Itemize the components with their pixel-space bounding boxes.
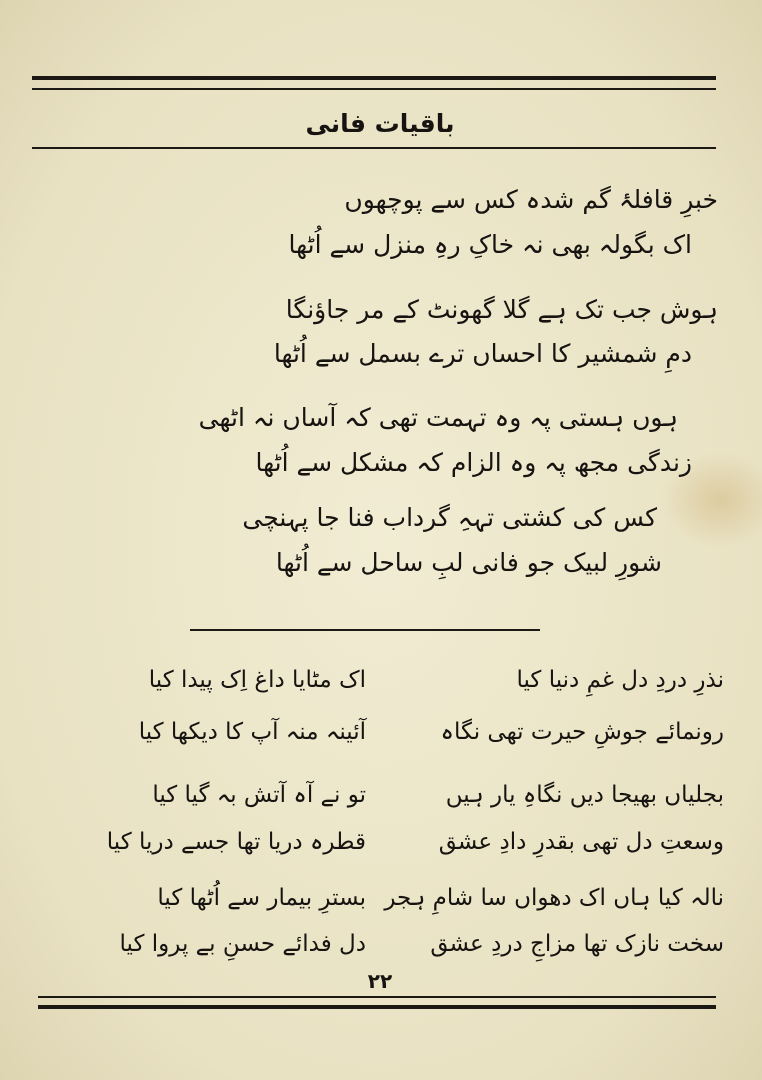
- section-divider: [190, 629, 540, 631]
- couplet-right-line: نالہ کیا ہاں اک دھواں سا شامِ ہجر: [384, 885, 724, 911]
- ghazal-line: شورِ لبیک جو فانی لبِ ساحل سے اُٹھا: [275, 548, 662, 577]
- couplet-left-line: تو نے آہ آتش بہ گیا کیا: [152, 782, 366, 808]
- couplet-right-line: بجلیاں بھیجا دیں نگاہِ یار ہیں: [445, 782, 724, 808]
- couplet-left-line: آئینہ منہ آپ کا دیکھا کیا: [138, 719, 366, 745]
- couplet-right-line: سخت نازک تھا مزاجِ دردِ عشق: [430, 931, 724, 957]
- couplet-right-line: وسعتِ دل تھی بقدرِ دادِ عشق: [438, 829, 724, 855]
- page-title: باقیات فانی: [305, 109, 455, 138]
- ghazal-line: خبرِ قافلۂ گم شدہ کس سے پوچھوں: [344, 185, 718, 214]
- ghazal-line: زندگی مجھ پہ وہ الزام کہ مشکل سے اُٹھا: [255, 448, 692, 477]
- top-rule-outer: [32, 76, 716, 80]
- ghazal-line: ہوش جب تک ہے گلا گھونٹ کے مر جاؤنگا: [285, 295, 718, 324]
- couplet-left-line: دل فدائے حسنِ بے پروا کیا: [119, 931, 366, 957]
- title-underline: [32, 147, 716, 149]
- ghazal-line: دمِ شمشیر کا احساں ترے بسمل سے اُٹھا: [273, 339, 692, 368]
- ghazal-line: ہوں ہستی پہ وہ تہمت تھی کہ آساں نہ اٹھی: [198, 403, 678, 432]
- top-rule-inner: [32, 88, 716, 90]
- couplet-left-line: قطرہ دریا تھا جسے دریا کیا: [106, 829, 366, 855]
- page-number: ۲۲: [367, 969, 393, 993]
- bottom-rule-outer: [38, 1005, 716, 1009]
- couplet-left-line: اک مٹایا داغ اِک پیدا کیا: [148, 667, 366, 693]
- ghazal-line: کس کی کشتی تہہِ گرداب فنا جا پہنچی: [242, 503, 657, 532]
- bottom-rule-inner: [38, 996, 716, 998]
- couplet-right-line: رونمائے جوشِ حیرت تھی نگاہ: [440, 719, 724, 745]
- ghazal-line: اک بگولہ بھی نہ خاکِ رہِ منزل سے اُٹھا: [288, 230, 692, 259]
- couplet-right-line: نذرِ دردِ دل غمِ دنیا کیا: [516, 667, 724, 693]
- couplet-left-line: بسترِ بیمار سے اُٹھا کیا: [157, 885, 366, 911]
